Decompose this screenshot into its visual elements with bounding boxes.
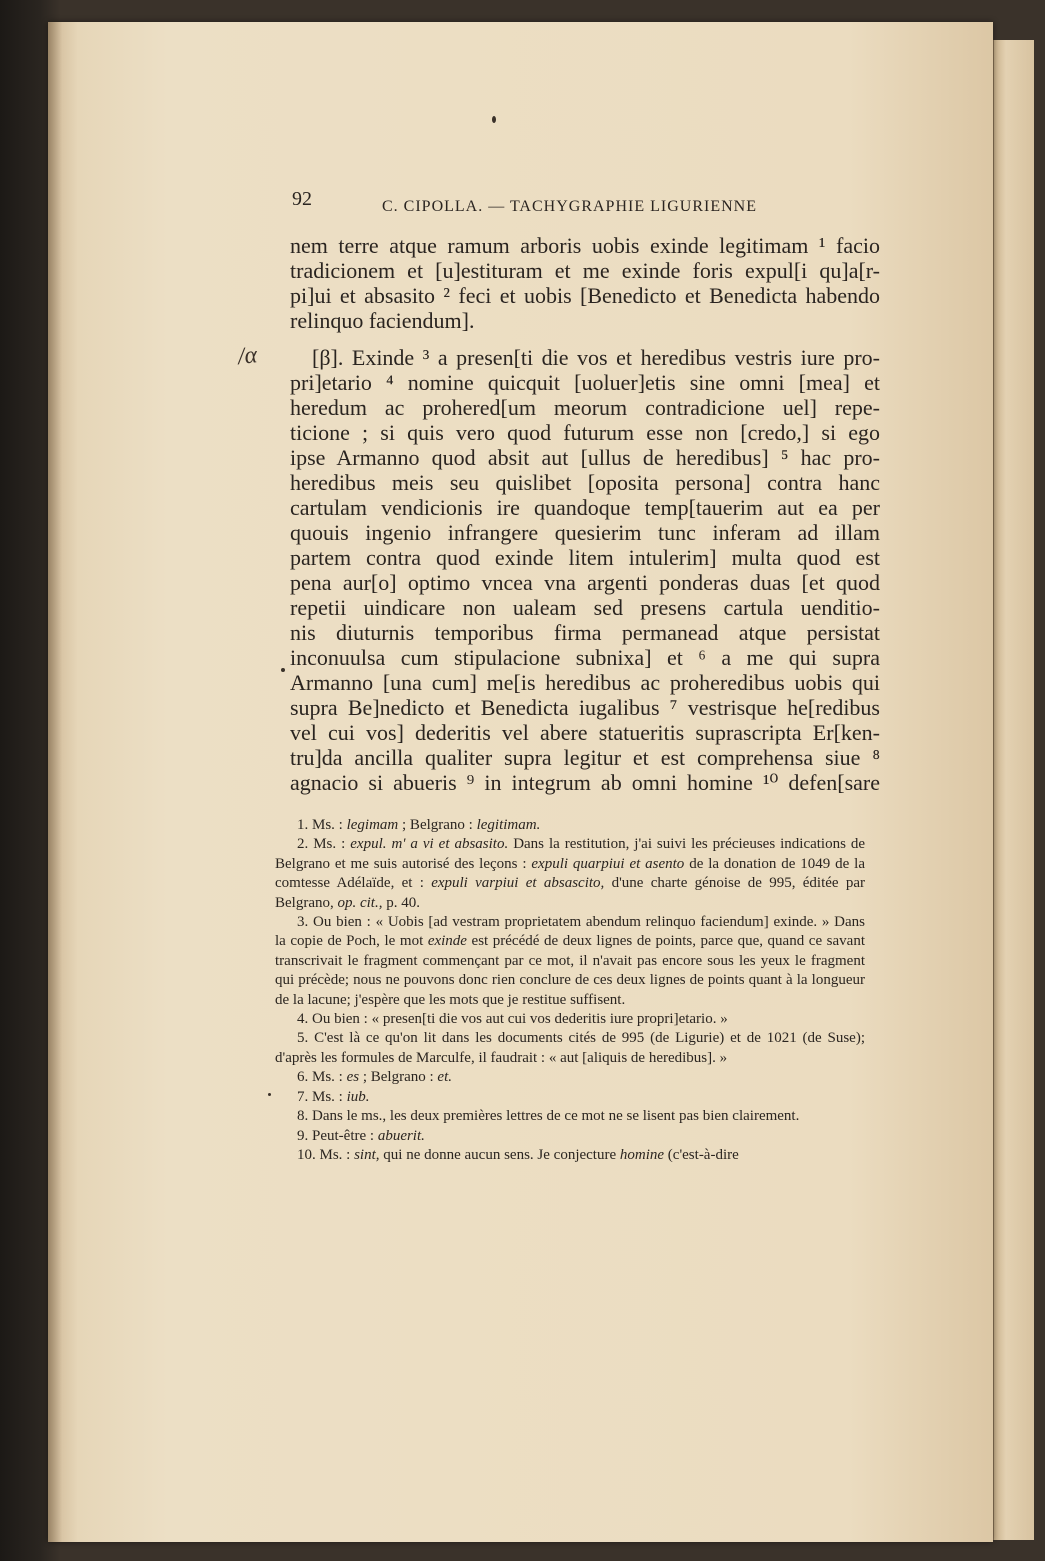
footnote-8 <box>275 1107 865 1126</box>
footnote-9 <box>275 1127 865 1146</box>
footnote-text: qui ne donne aucun sens. Je conjecture <box>383 1146 617 1163</box>
footnote-italic: expul. m' a vi et absasito. <box>350 836 509 853</box>
running-title: C. CIPOLLA. — TACHYGRAPHIE LIGURIENNE <box>382 198 757 215</box>
footnote-number: 4. <box>297 1011 309 1028</box>
footnote-number: 5. <box>297 1030 309 1047</box>
paragraph-2 <box>290 345 880 795</box>
text-line: inconuulsa cum stipulacione subnixa] et ⁶ a me qui supra <box>290 645 880 670</box>
footnote-7 <box>275 1088 865 1107</box>
footnote-text: ; Belgrano : <box>402 817 473 833</box>
footnote-2 <box>275 835 865 913</box>
text-line: nem terre atque ramum arboris uobis exinde legitimam ¹ facio <box>290 233 880 258</box>
text-line: tradicionem et [u]estituram et me exinde foris expul[i qu]a[r- <box>290 258 880 283</box>
footnotes <box>275 816 865 1165</box>
text-line: pri]etario ⁴ nomine quicquit [uoluer]etis sine omni [mea] et <box>290 370 880 395</box>
footnote-5 <box>275 1029 865 1068</box>
ink-speck <box>281 668 285 672</box>
footnote-italic: expuli varpiui et absascito, <box>431 875 605 892</box>
footnote-italic: exinde <box>427 933 467 950</box>
footnote-number: 2. <box>297 836 309 853</box>
text-line: nis diuturnis temporibus firma permanead atque persistat <box>290 620 880 645</box>
footnote-text: Ms. : <box>319 1146 351 1163</box>
running-header <box>292 188 872 218</box>
margin-annotation: /α <box>236 342 259 371</box>
footnote-number: 10. <box>297 1146 316 1163</box>
text-line: Armanno [una cum] me[is heredibus ac proheredibus uobis qui <box>290 670 880 695</box>
footnote-text: de la donation de 1049 de la comtesse Adélaïde, et : <box>275 855 866 892</box>
text-line: pi]ui et absasito ² feci et uobis [Benedicto et Benedicta habendo <box>290 283 880 308</box>
footnote-number: 9. <box>297 1127 309 1144</box>
spine-shadow <box>48 22 62 1542</box>
text-line: partem contra quod exinde litem intulerim] multa quod est <box>290 545 880 570</box>
footnote-italic: op. cit., <box>337 894 383 911</box>
paragraph-1 <box>290 233 880 333</box>
text-line: pena aur[o] optimo vncea vna argenti ponderas duas [et quod <box>290 570 880 595</box>
footnote-number: 7. <box>297 1088 309 1105</box>
text-line: heredum ac prohered[um meorum contradicione uel] repe- <box>290 395 880 420</box>
text-line: heredibus meis seu quislibet [oposita persona] contra hanc <box>290 470 880 495</box>
text-line: agnacio si abueris ⁹ in integrum ab omni homine ¹⁰ defen[sare <box>290 770 880 795</box>
footnote-text: est précédé de deux lignes de points, parce que, quand ce savant transcrivait le fragment commençant par ce mot, il n'avait pas encore sous les yeux le fragment qui précède; nous ne pouvons donc rien conclure de ces deux lignes de points quant à la longueur de la lacune; j'espère que les mots que je restitue suffisent. <box>275 933 865 1008</box>
text-line: [β]. Exinde ³ a presen[ti die vos et heredibus vestris iure pro- <box>312 345 880 370</box>
footnote-italic: iub. <box>346 1088 370 1105</box>
text-line: ticione ; si quis vero quod futurum esse non [credo,] si ego <box>290 420 880 445</box>
page-number: 92 <box>292 188 312 210</box>
footnote-text: ; Belgrano : <box>362 1069 434 1086</box>
text-line: repetii uindicare non ualeam sed presens cartula uenditio- <box>290 595 880 620</box>
footnote-3 <box>275 913 865 1010</box>
footnote-text: Ou bien : « Uobis [ad vestram proprietatem abendum relinquo faciendum] exinde. » Dans la copie de Poch, le mot <box>275 914 865 950</box>
footnote-10 <box>275 1146 865 1165</box>
text-line: vel cui vos] dederitis vel abere statueritis suprascripta Er[ken- <box>290 720 880 745</box>
footnote-text: Ou bien : « presen[ti die vos aut cui vos dederitis iure propri]etario. » <box>312 1011 728 1028</box>
footnote-1 <box>275 816 865 835</box>
footnote-text: C'est là ce qu'on lit dans les documents cités de 995 (de Ligurie) et de 1021 (de Suse); d'après les formules de Marculfe, il faudrait : « aut [aliquis de heredibus]. » <box>275 1030 865 1066</box>
next-page-edge <box>993 40 1034 1540</box>
footnote-italic: expuli quarpiui et asento <box>531 855 685 872</box>
footnote-number: 6. <box>297 1069 309 1086</box>
footnote-text: Peut-être : <box>312 1127 375 1144</box>
footnote-italic: legitimam. <box>476 817 541 833</box>
text-line: relinquo faciendum]. <box>290 308 475 333</box>
footnote-italic: abuerit. <box>377 1127 425 1144</box>
footnote-number: 8. <box>297 1108 309 1125</box>
text-line: quouis ingenio infrangere quesierim tunc inferam ad illam <box>290 520 880 545</box>
text-line: cartulam vendicionis ire quandoque temp[tauerim aut ea per <box>290 495 880 520</box>
footnote-italic: sint, <box>354 1146 380 1163</box>
footnote-text: Dans la restitution, j'ai suivi les précieuses indications de Belgrano et me suis autorisé des leçons : <box>275 836 866 872</box>
footnote-text: Ms. : <box>312 1088 343 1105</box>
main-text <box>290 233 880 795</box>
footnote-text: Ms. : <box>312 1069 343 1086</box>
ink-speck <box>268 1093 271 1096</box>
footnote-text: d'une charte génoise de 995, éditée par Belgrano, <box>275 875 866 911</box>
text-line: ipse Armanno quod absit aut [ullus de heredibus] ⁵ hac pro- <box>290 445 880 470</box>
footnote-number: 3. <box>297 914 309 931</box>
text-line: supra Be]nedicto et Benedicta iugalibus ⁷ vestrisque he[redibus <box>290 695 880 720</box>
footnote-text: Dans le ms., les deux premières lettres de ce mot ne se lisent pas bien clairement. <box>312 1108 800 1125</box>
footnote-text: Ms. : <box>312 817 343 833</box>
footnote-6 <box>275 1068 865 1087</box>
footnote-text: p. 40. <box>386 894 420 911</box>
footnote-number: 1. <box>297 817 309 833</box>
ink-speck <box>492 116 496 123</box>
footnote-italic: et. <box>437 1069 452 1086</box>
footnote-italic: homine <box>619 1146 665 1163</box>
text-line: tru]da ancilla qualiter supra legitur et est comprehensa siue ⁸ <box>290 745 880 770</box>
footnote-italic: es <box>346 1069 360 1086</box>
footnote-text: (c'est-à-dire <box>667 1146 739 1163</box>
footnote-italic: legimam <box>346 817 399 833</box>
footnote-4 <box>275 1010 865 1029</box>
footnote-text: Ms. : <box>313 836 346 853</box>
